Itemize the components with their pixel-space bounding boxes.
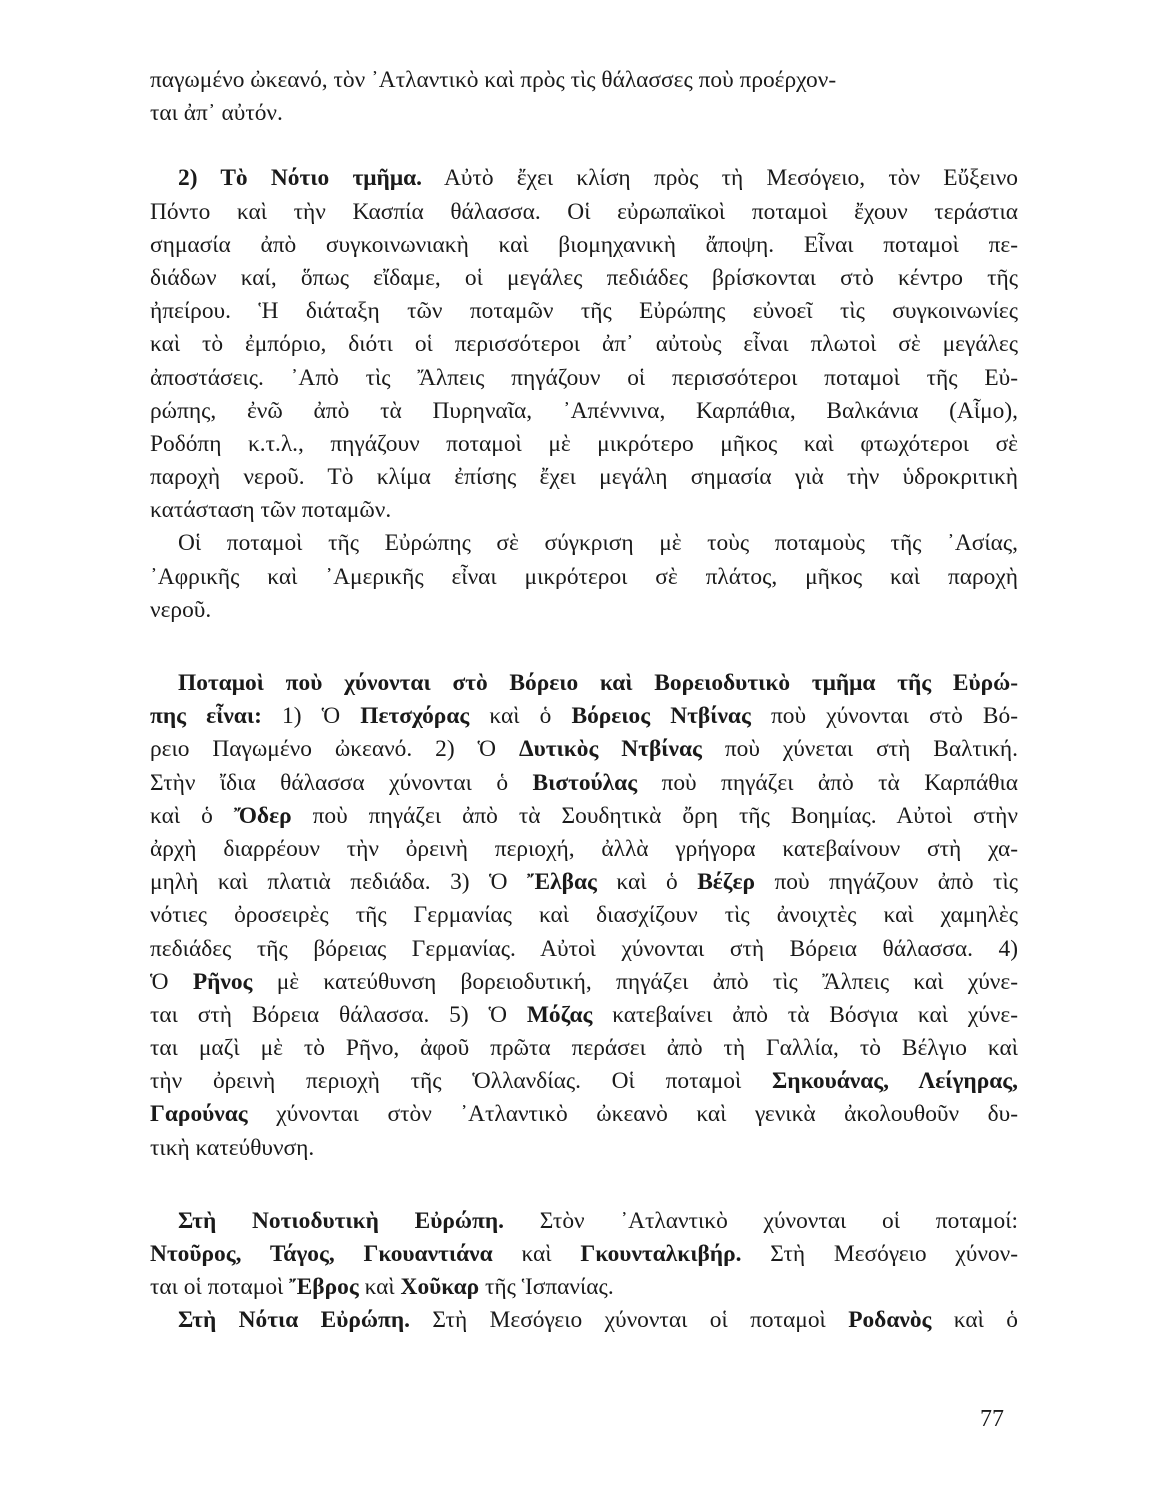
text-run: Οἱ ποταμοὶ τῆς Εὐρώπης σὲ σύγκριση μὲ τοὺς ποταμοὺς τῆς ᾿Ασίας, [178,530,1018,557]
text-run: καὶ ὁ [596,869,698,896]
text-line [150,1065,1018,1098]
bold-text-run: Ποταμοὶ ποὺ χύνονται στὸ Βόρειο καὶ Βορειοδυτικὸ τμῆμα τῆς Εὐρώ- [178,670,1018,696]
text-line [150,561,1018,594]
text-run: ται μαζὶ μὲ τὸ Ρῆνο, ἀφοῦ πρῶτα περάσει ἀπὸ τὴ Γαλλία, τὸ Βέλγιο καὶ [150,1035,1018,1062]
text-line [150,494,1018,527]
text-run: Στὸν ᾿Ατλαντικὸ χύνονται οἱ ποταμοί: [503,1207,1018,1234]
text-run: ποὺ πηγάζουν ἀπὸ τὶς [754,869,1018,896]
text-run: χύνονται στὸν ᾿Ατλαντικὸ ὠκεανὸ καὶ γενικὰ ἀκολουθοῦν δυ- [247,1101,1018,1128]
bold-text-run: Στὴ Νότια Εὐρώπη. [178,1307,410,1334]
text-line [150,162,1018,195]
text-run: διάδων καί, ὅπως εἴδαμε, οἱ μεγάλες πεδιάδες βρίσκονται στὸ κέντρο τῆς [150,264,1018,291]
bold-text-run: Ρῆνος [192,968,253,995]
text-run: καὶ ὁ [150,802,234,829]
text-run: σημασία ἀπὸ συγκοινωνιακὴ καὶ βιομηχανικὴ ἄποψη. Εἶναι ποταμοὶ πε- [150,231,1018,258]
bold-text-run: Ροδανὸς [848,1307,932,1334]
text-line [150,1205,1018,1238]
bold-text-run: πης εἶναι: [150,703,262,730]
text-line [150,594,1018,627]
text-run: κατεβαίνει ἀπὸ τὰ Βόσγια καὶ χύνε- [592,1001,1018,1028]
text-run: νεροῦ. [150,596,212,623]
text-run: ρειο Παγωμένο ὠκεανό. 2) Ὁ [150,736,519,763]
text-run: ποὺ χύνεται στὴ Βαλτική. [701,736,1018,763]
text-run: καὶ ὁ [931,1307,1018,1334]
text-run: ποὺ πηγάζει ἀπὸ τὰ Σουδητικὰ ὄρη τῆς Βοημίας. Αὐτοὶ στὴν [291,802,1018,829]
text-run: ται οἱ ποταμοὶ [150,1274,290,1301]
bold-text-run: Γαρούνας [150,1101,248,1128]
text-run: παροχὴ νεροῦ. Τὸ κλίμα ἐπίσης ἔχει μεγάλη σημασία γιὰ τὴν ὑδροκριτικὴ [150,464,1018,491]
text-run: πεδιάδες τῆς βόρειας Γερμανίας. Αὐτοὶ χύνονται στὴ Βόρεια θάλασσα. 4) [150,935,1018,962]
bold-text-run: Χοῦκαρ [400,1274,480,1301]
bold-text-run: Στὴ Νοτιοδυτικὴ Εὐρώπη. [178,1207,504,1234]
text-run: Πόντο καὶ τὴν Κασπία θάλασσα. Οἱ εὐρωπαϊκοὶ ποταμοὶ ἔχουν τεράστια [150,198,1018,225]
text-run: ποὺ χύνονται στὸ Βό- [750,703,1019,730]
text-run: Στὴ Μεσόγειο χύνονται οἱ ποταμοὶ [409,1307,849,1334]
text-run: Ὁ [150,968,193,995]
text-run: νότιες ὀροσειρὲς τῆς Γερμανίας καὶ διασχίζουν τὶς ἀνοιχτὲς καὶ χαμηλὲς [150,902,1018,929]
bold-text-run: Γκουνταλκιβήρ. [580,1241,742,1267]
text-run: κατάσταση τῶν ποταμῶν. [150,497,392,524]
text-line [150,999,1018,1032]
text-run: Αὐτὸ ἔχει κλίση πρὸς τὴ Μεσόγειο, τὸν Εὔξεινο [421,165,1018,192]
text-run: καὶ ὁ [469,703,572,730]
text-line [150,767,1018,800]
book-page [150,64,1018,1338]
text-line [150,1271,1018,1304]
text-run: Στὴ Μεσόγειο χύνον- [741,1241,1018,1267]
text-run: Στὴν ἴδια θάλασσα χύνονται ὁ [150,769,533,796]
bold-text-run: Βέζερ [697,869,755,896]
text-run: ται ἀπ᾿ αὐτόν. [150,100,283,127]
text-line [150,667,1018,700]
text-line [150,1132,1018,1165]
bold-text-run: Ἔβρος [289,1274,359,1301]
bold-text-run: Σηκουάνας, Λείγηρας, [772,1068,1018,1095]
text-line [150,800,1018,833]
text-line [150,362,1018,395]
bold-text-run: 2) Τὸ Νότιο τμῆμα. [178,165,422,192]
text-line [150,97,1018,130]
bold-text-run: Ὄδερ [233,802,292,829]
text-line [150,933,1018,966]
text-line [150,428,1018,461]
text-run: καὶ τὸ ἐμπόριο, διότι οἱ περισσότεροι ἀπ᾿ αὐτοὺς εἶναι πλωτοὶ σὲ μεγάλες [150,331,1018,358]
text-run: παγωμένο ὠκεανό, τὸν ᾿Ατλαντικὸ καὶ πρὸς τὶς θάλασσες ποὺ προέρχον- [150,67,837,93]
bold-text-run: Μόζας [526,1001,593,1028]
text-line [150,833,1018,866]
text-line [150,64,1018,97]
text-line [150,733,1018,766]
text-run: ται στὴ Βόρεια θάλασσα. 5) Ὁ [150,1001,527,1028]
text-run: μὲ κατεύθυνση βορειοδυτική, πηγάζει ἀπὸ τὶς Ἄλπεις καὶ χύνε- [252,968,1018,995]
text-run: ἀποστάσεις. ᾿Απὸ τὶς Ἄλπεις πηγάζουν οἱ περισσότεροι ποταμοὶ τῆς Εὐ- [150,364,1018,391]
text-line [150,461,1018,494]
text-run: τὴν ὀρεινὴ περιοχὴ τῆς Ὁλλανδίας. Οἱ ποταμοὶ [150,1068,773,1095]
text-run: μηλὴ καὶ πλατιὰ πεδιάδα. 3) Ὁ [150,869,528,896]
page-number: 77 [980,1406,1004,1432]
text-line [150,1032,1018,1065]
text-line [150,527,1018,560]
text-line [150,295,1018,328]
text-line [150,899,1018,932]
text-run: ποὺ πηγάζει ἀπὸ τὰ Καρπάθια [637,769,1018,796]
text-run: τικὴ κατεύθυνση. [150,1134,315,1161]
text-run: καὶ [358,1274,401,1301]
bold-text-run: Βόρειος Ντβίνας [571,703,751,730]
bold-text-run: Βιστούλας [532,769,638,796]
text-line [150,1304,1018,1337]
text-run: καὶ [492,1241,581,1267]
text-run: ρώπης, ἐνῶ ἀπὸ τὰ Πυρηναῖα, ᾿Απέννινα, Καρπάθια, Βαλκάνια (Αἷμο), [150,397,1018,424]
text-run: τῆς Ἱσπανίας. [479,1274,614,1301]
bold-text-run: Ἔλβας [527,869,597,896]
text-run: Ροδόπη κ.τ.λ., πηγάζουν ποταμοὶ μὲ μικρότερο μῆκος καὶ φτωχότεροι σὲ [150,430,1018,457]
text-run: 1) Ὁ [261,703,361,730]
text-line [150,866,1018,899]
text-line [150,328,1018,361]
text-line [150,229,1018,262]
text-line [150,395,1018,428]
text-line [150,966,1018,999]
text-line [150,1238,1018,1271]
text-line [150,700,1018,733]
text-line [150,1098,1018,1131]
text-run: ἠπείρου. Ἡ διάταξη τῶν ποταμῶν τῆς Εὐρώπης εὐνοεῖ τὶς συγκοινωνίες [150,298,1018,325]
text-line [150,196,1018,229]
text-run: ἀρχὴ διαρρέουν τὴν ὀρεινὴ περιοχή, ἀλλὰ γρήγορα κατεβαίνουν στὴ χα- [150,835,1018,862]
bold-text-run: Ντοῦρος, Τάγος, Γκουαντιάνα [150,1241,493,1267]
bold-text-run: Πετσχόρας [360,703,470,730]
text-run: ᾿Αφρικῆς καὶ ᾿Αμερικῆς εἶναι μικρότεροι σὲ πλάτος, μῆκος καὶ παροχὴ [150,563,1018,590]
bold-text-run: Δυτικὸς Ντβίνας [518,736,702,763]
text-line [150,262,1018,295]
